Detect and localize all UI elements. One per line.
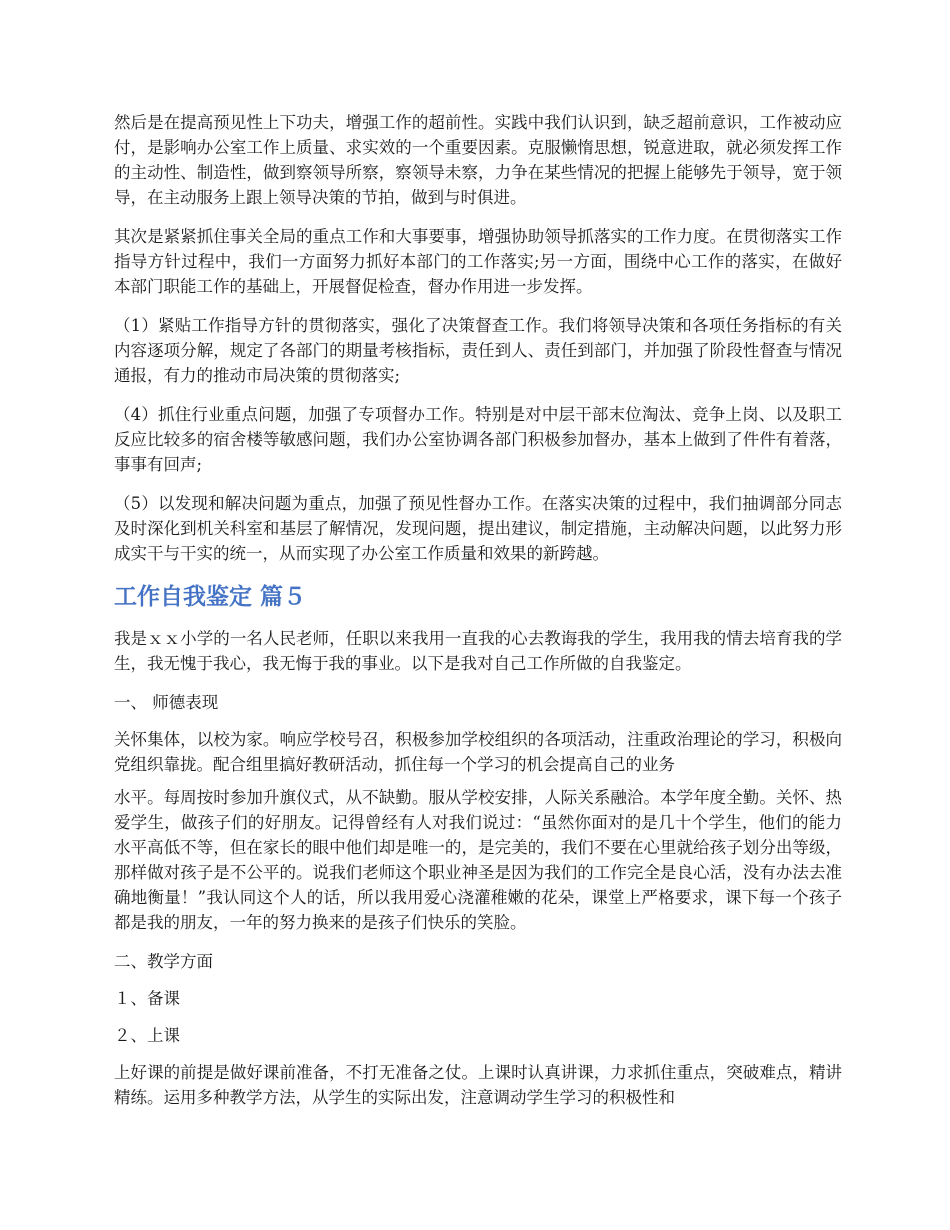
list-item-lesson-prep: １、备课 (114, 989, 180, 1008)
section-label-ethics: 一、 师德表现 (114, 693, 219, 712)
paragraph-item-4: （4）抓住行业重点问题，加强了专项督办工作。特别是对中层干部末位淘汰、竞争上岗、以及职工反应比较多的宿舍楼等敏感问题，我们办公室协调各部门积极参加督办，基本上做到了件件有着落，事事有回声; (114, 405, 842, 474)
ethics-paragraph-part2: 水平。每周按时参加升旗仪式，从不缺勤。服从学校安排，人际关系融洽。本学年度全勤。关怀、热爱学生，做孩子们的好朋友。记得曾经有人对我们说过：“虽然你面对的是几十个学生，他们的能力水平高低不等，但在家长的眼中他们却是唯一的，是完美的，我们不要在心里就给孩子划分出等级，那样做对孩子是不公平的。说我们老师这个职业神圣是因为我们的工作完全是良心活，没有办法去准确地衡量！”我认同这个人的话，所以我用爱心浇灌稚嫩的花朵，课堂上严格要求，课下每一个孩子都是我的朋友，一年的努力换来的是孩子们快乐的笑脸。 (114, 788, 842, 932)
ethics-paragraph-part1: 关怀集体，以校为家。响应学校号召，积极参加学校组织的各项活动，注重政治理论的学习，积极向党组织靠拢。配合组里搞好教研活动，抓住每一个学习的机会提高自己的业务 (114, 730, 842, 774)
list-item-class: ２、上课 (114, 1026, 180, 1045)
paragraph-item-5: （5）以发现和解决问题为重点，加强了预见性督办工作。在落实决策的过程中，我们抽调部分同志及时深化到机关科室和基层了解情况，发现问题，提出建议，制定措施，主动解决问题，以此努力形成实干与干实的统一，从而实现了办公室工作质量和效果的新跨越。 (114, 494, 842, 563)
section-label-teaching: 二、教学方面 (114, 952, 213, 971)
section-heading: 工作自我鉴定 篇５ (114, 584, 307, 610)
paragraph-foresight: 然后是在提高预见性上下功夫，增强工作的超前性。实践中我们认识到，缺乏超前意识，工作被动应付，是影响办公室工作上质量、求实效的一个重要因素。克服懒惰思想，锐意进取，就必须发挥工作的主动性、制造性，做到察领导所察，察领导未察，力争在某些情况的把握上能够先于领导，宽于领导，在主动服务上跟上领导决策的节拍，做到与时俱进。 (114, 113, 842, 207)
paragraph-key-work: 其次是紧紧抓住事关全局的重点工作和大事要事，增强协助领导抓落实的工作力度。在贯彻落实工作指导方针过程中，我们一方面努力抓好本部门的工作落实;另一方面，围绕中心工作的落实，在做好本部门职能工作的基础上，开展督促检查，督办作用进一步发挥。 (114, 227, 842, 296)
closing-paragraph: 上好课的前提是做好课前准备，不打无准备之仗。上课时认真讲课，力求抓住重点，突破难点，精讲精练。运用多种教学方法，从学生的实际出发，注意调动学生学习的积极性和 (114, 1063, 842, 1107)
document-page (114, 110, 842, 1124)
paragraph-item-1: （1）紧贴工作指导方针的贯彻落实，强化了决策督查工作。我们将领导决策和各项任务指标的有关内容逐项分解，规定了各部门的期量考核指标，责任到人、责任到部门，并加强了阶段性督查与情况通报，有力的推动市局决策的贯彻落实; (114, 316, 842, 385)
intro-paragraph: 我是ｘｘ小学的一名人民老师，任职以来我用一直我的心去教诲我的学生，我用我的情去培育我的学生，我无愧于我心，我无悔于我的事业。以下是我对自己工作所做的自我鉴定。 (114, 629, 842, 673)
